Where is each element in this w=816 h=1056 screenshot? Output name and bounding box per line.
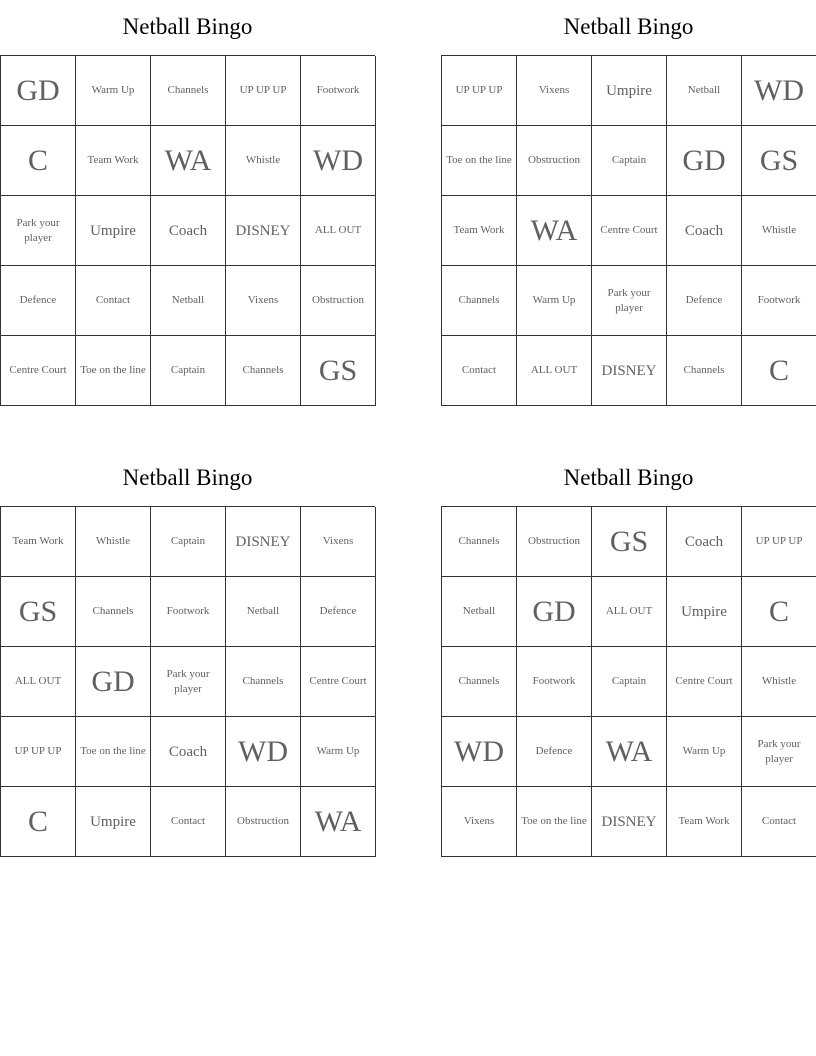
bingo-cell: Whistle	[742, 196, 816, 266]
bingo-cell: Netball	[442, 577, 517, 647]
bingo-cell: GS	[742, 126, 816, 196]
bingo-cell: Team Work	[76, 126, 151, 196]
bingo-cell: Channels	[226, 647, 301, 717]
bingo-grid	[441, 55, 816, 406]
bingo-cell: GD	[667, 126, 742, 196]
card-title: Netball Bingo	[563, 14, 694, 39]
bingo-cell: Coach	[667, 196, 742, 266]
bingo-cell: Contact	[76, 266, 151, 336]
bingo-cell: Warm Up	[76, 56, 151, 126]
bingo-cell: Umpire	[76, 787, 151, 857]
bingo-cell: Contact	[151, 787, 226, 857]
bingo-cell: Channels	[667, 336, 742, 406]
bingo-cell: Vixens	[442, 787, 517, 857]
bingo-cell: Whistle	[742, 647, 816, 717]
bingo-cell: WD	[442, 717, 517, 787]
bingo-cell: Team Work	[442, 196, 517, 266]
bingo-cell: WD	[301, 126, 376, 196]
bingo-cell: C	[742, 336, 816, 406]
card-title: Netball Bingo	[122, 465, 253, 490]
bingo-cell: Channels	[76, 577, 151, 647]
bingo-cell: C	[742, 577, 816, 647]
bingo-cell: Toe on the line	[442, 126, 517, 196]
bingo-cell: Channels	[442, 507, 517, 577]
bingo-card-2	[441, 0, 816, 406]
bingo-cell: Coach	[667, 507, 742, 577]
bingo-cell: Park your player	[1, 196, 76, 266]
bingo-cell: WA	[301, 787, 376, 857]
bingo-grid	[0, 506, 375, 857]
bingo-cell: Channels	[151, 56, 226, 126]
bingo-cell: Footwork	[301, 56, 376, 126]
bingo-cell: WA	[517, 196, 592, 266]
bingo-cell: Park your player	[742, 717, 816, 787]
bingo-cell: Obstruction	[301, 266, 376, 336]
bingo-cell: Umpire	[667, 577, 742, 647]
bingo-cell: DISNEY	[226, 507, 301, 577]
bingo-cell: UP UP UP	[1, 717, 76, 787]
bingo-cell: Defence	[517, 717, 592, 787]
bingo-cell: GS	[301, 336, 376, 406]
bingo-cell: DISNEY	[226, 196, 301, 266]
bingo-card-1	[0, 0, 375, 406]
bingo-cell: Whistle	[76, 507, 151, 577]
bingo-card-3	[0, 451, 375, 857]
bingo-cell: Umpire	[592, 56, 667, 126]
bingo-cell: UP UP UP	[742, 507, 816, 577]
bingo-cell: GS	[1, 577, 76, 647]
bingo-cell: UP UP UP	[442, 56, 517, 126]
bingo-cell: Channels	[442, 266, 517, 336]
bingo-cell: Footwork	[517, 647, 592, 717]
bingo-cell: Defence	[667, 266, 742, 336]
bingo-cell: Park your player	[151, 647, 226, 717]
bingo-cell: Captain	[592, 647, 667, 717]
bingo-cell: Obstruction	[517, 126, 592, 196]
bingo-cell: Centre Court	[1, 336, 76, 406]
bingo-grid	[441, 506, 816, 857]
bingo-cell: Channels	[442, 647, 517, 717]
card-title: Netball Bingo	[122, 14, 253, 39]
bingo-cell: Netball	[667, 56, 742, 126]
bingo-cell: Umpire	[76, 196, 151, 266]
bingo-cell: Centre Court	[667, 647, 742, 717]
bingo-cell: Coach	[151, 717, 226, 787]
bingo-cell: Centre Court	[592, 196, 667, 266]
bingo-cell: Contact	[442, 336, 517, 406]
bingo-cell: Defence	[301, 577, 376, 647]
bingo-cell: Captain	[151, 336, 226, 406]
bingo-cell: C	[1, 787, 76, 857]
bingo-cell: Warm Up	[667, 717, 742, 787]
bingo-cell: Obstruction	[226, 787, 301, 857]
bingo-cell: Park your player	[592, 266, 667, 336]
bingo-cell: Contact	[742, 787, 816, 857]
bingo-cell: C	[1, 126, 76, 196]
bingo-cell: Vixens	[517, 56, 592, 126]
bingo-cell: Coach	[151, 196, 226, 266]
bingo-cell: WD	[742, 56, 816, 126]
bingo-card-4	[441, 451, 816, 857]
bingo-cell: Channels	[226, 336, 301, 406]
bingo-cell: DISNEY	[592, 787, 667, 857]
bingo-cell: Toe on the line	[76, 717, 151, 787]
bingo-cell: Vixens	[301, 507, 376, 577]
bingo-cell: Obstruction	[517, 507, 592, 577]
bingo-cell: UP UP UP	[226, 56, 301, 126]
bingo-cell: Vixens	[226, 266, 301, 336]
bingo-grid	[0, 55, 375, 406]
bingo-cell: Warm Up	[517, 266, 592, 336]
bingo-cell: ALL OUT	[1, 647, 76, 717]
bingo-cell: WA	[151, 126, 226, 196]
bingo-cell: Captain	[592, 126, 667, 196]
bingo-cell: Whistle	[226, 126, 301, 196]
bingo-cell: Defence	[1, 266, 76, 336]
bingo-cell: Captain	[151, 507, 226, 577]
bingo-cell: Centre Court	[301, 647, 376, 717]
bingo-cell: WA	[592, 717, 667, 787]
bingo-cell: GD	[76, 647, 151, 717]
bingo-cell: GD	[517, 577, 592, 647]
bingo-cell: GS	[592, 507, 667, 577]
bingo-cell: Footwork	[742, 266, 816, 336]
bingo-cell: ALL OUT	[301, 196, 376, 266]
bingo-cell: Footwork	[151, 577, 226, 647]
bingo-cell: Toe on the line	[76, 336, 151, 406]
bingo-cell: WD	[226, 717, 301, 787]
bingo-cell: Team Work	[667, 787, 742, 857]
bingo-cell: Team Work	[1, 507, 76, 577]
bingo-cell: ALL OUT	[517, 336, 592, 406]
bingo-cell: DISNEY	[592, 336, 667, 406]
bingo-cell: Netball	[151, 266, 226, 336]
bingo-cell: Warm Up	[301, 717, 376, 787]
bingo-cell: Netball	[226, 577, 301, 647]
card-title: Netball Bingo	[563, 465, 694, 490]
bingo-cell: ALL OUT	[592, 577, 667, 647]
bingo-cell: Toe on the line	[517, 787, 592, 857]
bingo-cell: GD	[1, 56, 76, 126]
